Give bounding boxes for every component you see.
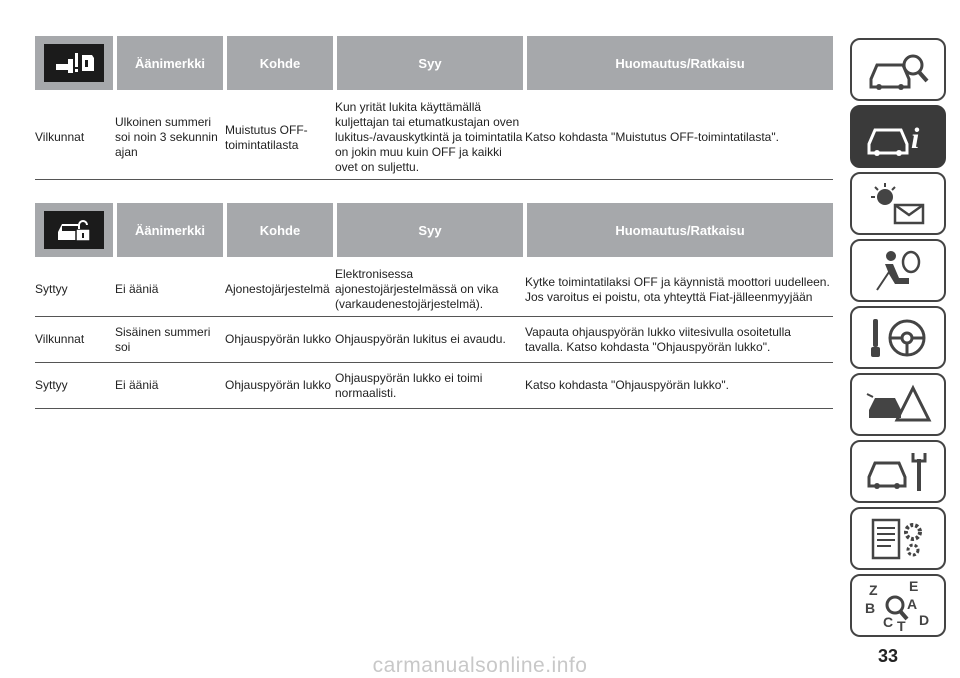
header-target: Kohde: [225, 203, 335, 257]
car-search-icon: [863, 45, 933, 95]
cell-cause: Kun yrität lukita käyttämällä kuljettajan tai etumatkustajan oven lukitus-/avauskytkintä ja toimintatila on jokin muu kuin OFF ja kaikki ovet on suljettu.: [335, 96, 525, 180]
table-row: [35, 317, 833, 363]
chapter-tab-car-info[interactable]: [850, 105, 946, 168]
car-warning-triangle-icon: [863, 380, 933, 430]
chapter-sidebar: [850, 38, 950, 641]
chapter-tab-car-search[interactable]: [850, 38, 946, 101]
chapter-tab-emergency[interactable]: [850, 373, 946, 436]
header-cause: Syy: [335, 203, 525, 257]
index-letter: D: [919, 611, 930, 628]
page-number: 33: [878, 646, 899, 666]
chapter-tab-driving[interactable]: [850, 306, 946, 369]
table-row: [35, 363, 833, 409]
chapter-tab-lights-message[interactable]: [850, 172, 946, 235]
cell-remedy: Kytke toimintatilaksi OFF ja käynnistä moottori uudelleen. Jos varoitus ei poistu, ota yhteyttä Fiat-jälleenmyyjään: [525, 263, 833, 317]
car-wrench-icon: [863, 447, 933, 497]
cell-sound: Ei ääniä: [115, 363, 225, 409]
key-warning-icon: [44, 44, 104, 82]
chapter-tab-technical-data[interactable]: [850, 507, 946, 570]
table-row: [35, 96, 833, 180]
cell-remedy: Vapauta ohjauspyörän lukko viitesivulla osoitetulla tavalla. Katso kohdasta "Ohjauspyörän lukko".: [525, 317, 833, 363]
car-info-icon: [863, 112, 933, 162]
warning-table-1: [35, 36, 833, 180]
index-letter: A: [907, 595, 918, 612]
header-cause: Syy: [335, 36, 525, 90]
cell-indicator: Vilkunnat: [35, 317, 115, 363]
header-remedy: Huomautus/Ratkaisu: [525, 203, 833, 257]
cell-cause: Ohjauspyörän lukitus ei avaudu.: [335, 317, 525, 363]
chapter-tab-index[interactable]: [850, 574, 946, 637]
cell-indicator: Vilkunnat: [35, 96, 115, 180]
header-remedy: Huomautus/Ratkaisu: [525, 36, 833, 90]
index-letter: B: [865, 599, 876, 616]
index-letter: E: [909, 578, 919, 594]
alphabet-index-icon: [863, 579, 933, 633]
header-sound: Äänimerkki: [115, 203, 225, 257]
cell-cause: Elektronisessa ajonestojärjestelmässä on vika (varkaudenestojärjestelmä).: [335, 263, 525, 317]
cell-target: Ajonestojärjestelmä: [225, 263, 335, 317]
watermark: carmanualsonline.info: [372, 654, 588, 677]
svg-text:i: i: [911, 121, 920, 155]
key-steering-wheel-icon: [863, 313, 933, 363]
car-lock-icon: [44, 211, 104, 249]
cell-cause: Ohjauspyörän lukko ei toimi normaalisti.: [335, 363, 525, 409]
seat-airbag-icon: [863, 246, 933, 296]
header-icon-cell: [35, 203, 115, 257]
warning-light-envelope-icon: [863, 179, 933, 229]
specs-gear-icon: [863, 514, 933, 564]
cell-indicator: Syttyy: [35, 263, 115, 317]
header-sound: Äänimerkki: [115, 36, 225, 90]
cell-remedy: Katso kohdasta "Muistutus OFF-toimintatilasta".: [525, 96, 833, 180]
chapter-tab-maintenance[interactable]: [850, 440, 946, 503]
index-letter: Z: [869, 581, 878, 598]
warning-table-2: [35, 203, 833, 409]
cell-target: Ohjauspyörän lukko: [225, 363, 335, 409]
cell-target: Muistutus OFF-toimintatilasta: [225, 96, 335, 180]
cell-sound: Ulkoinen summeri soi noin 3 sekunnin ajan: [115, 96, 225, 180]
cell-target: Ohjauspyörän lukko: [225, 317, 335, 363]
cell-sound: Sisäinen summeri soi: [115, 317, 225, 363]
table-row: [35, 263, 833, 317]
index-letter: T: [897, 617, 906, 633]
header-target: Kohde: [225, 36, 335, 90]
chapter-tab-safety[interactable]: [850, 239, 946, 302]
cell-remedy: Katso kohdasta "Ohjauspyörän lukko".: [525, 363, 833, 409]
header-icon-cell: [35, 36, 115, 90]
cell-sound: Ei ääniä: [115, 263, 225, 317]
index-letter: C: [883, 613, 894, 630]
cell-indicator: Syttyy: [35, 363, 115, 409]
